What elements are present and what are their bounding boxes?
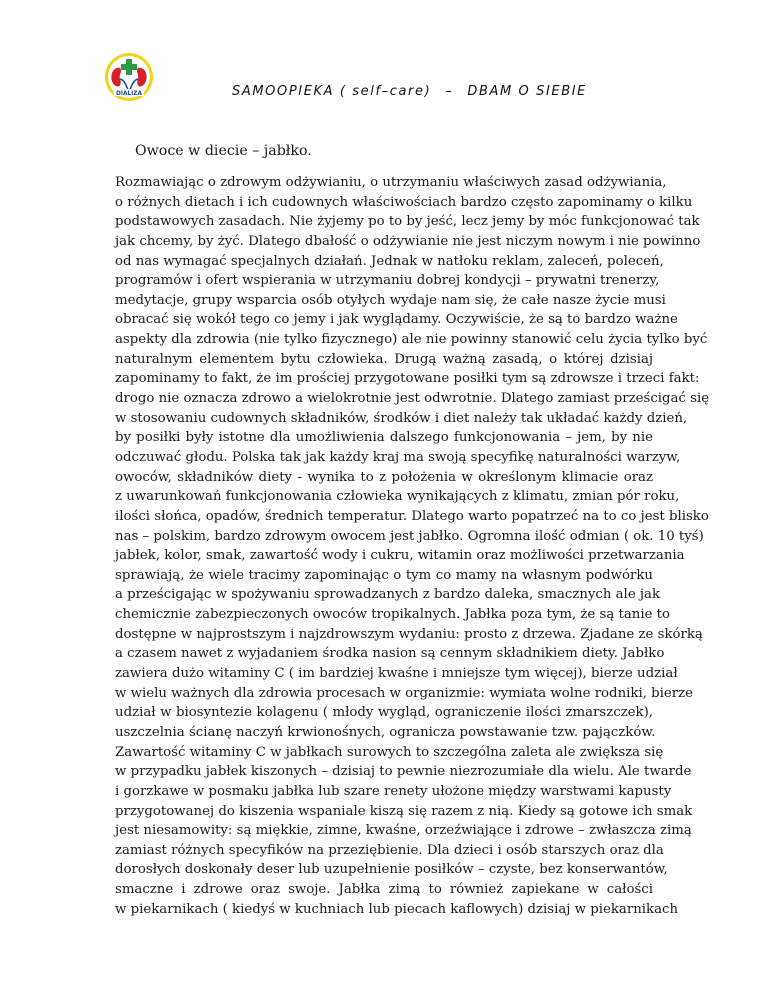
body-line: zamiast różnych specyfików na przeziębienie. Dla dzieci i osób starszych oraz dla	[115, 842, 664, 858]
body-line: a prześcigając w spożywaniu sprowadzanych z bardzo daleka, smacznych ale jak	[115, 587, 661, 603]
body-line: w przypadku jabłek kiszonych – dzisiaj to pewnie niezrozumiałe dla wielu. Ale twarde	[115, 764, 692, 780]
body-line: a czasem nawet z wyjadaniem środka nasion są cennym składnikiem diety. Jabłko	[115, 646, 665, 662]
body-line: jest niesamowity: są miękkie, zimne, kwaśne, orzeźwiające i zdrowe – zwłaszcza zimą	[115, 823, 692, 839]
body-line: nas – polskim, bardzo zdrowym owocem jest jabłko. Ogromna ilość odmian ( ok. 10 tyś)	[115, 528, 704, 544]
body-line: naturalnym elementem bytu człowieka. Drugą ważną zasadą, o której dzisiaj	[115, 351, 653, 367]
page-header-title	[232, 84, 587, 99]
body-line: udział w biosyntezie kolagenu ( młody wygląd, ograniczenie ilości zmarszczek),	[115, 705, 653, 721]
body-line: w wielu ważnych dla zdrowia procesach w organizmie: wymiata wolne rodniki, bierze	[115, 685, 694, 701]
body-line: odczuwać głodu. Polska tak jak każdy kraj ma swoją specyfikę naturalności warzyw,	[115, 449, 681, 465]
body-line: jak chcemy, by żyć. Dlatego dbałość o odżywianie nie jest niczym nowym i nie powinno	[115, 233, 701, 249]
body-line: z uwarunkowań funkcjonowania człowieka wynikających z klimatu, zmian pór roku,	[115, 489, 680, 505]
body-line: sprawiają, że wiele tracimy zapominając o tym co mamy na własnym podwórku	[115, 567, 653, 583]
logo-text: DIALIZA	[116, 90, 142, 97]
body-line: medytacje, grupy wsparcia osób otyłych wydaje nam się, że całe nasze życie musi	[115, 292, 666, 308]
body-line: dostępne w najprostszym i najzdrowszym wydaniu: prosto z drzewa. Zjadane ze skórką	[115, 626, 703, 642]
body-line: smaczne i zdrowe oraz swoje. Jabłka zimą to również zapiekane w całości	[115, 882, 653, 898]
body-line: obracać się wokół tego co jemy i jak wyglądamy. Oczywiście, że są to bardzo ważne	[115, 312, 678, 328]
body-line: o różnych dietach i ich cudownych właściwościach bardzo często zapominamy o kilku	[115, 194, 693, 210]
body-line: jabłek, kolor, smak, zawartość wody i cukru, witamin oraz możliwości przetwarzania	[115, 548, 685, 564]
body-line: zawiera dużo witaminy C ( im bardziej kwaśne i mniejsze tym więcej), bierze udział	[115, 666, 678, 682]
body-line: przygotowanej do kiszenia wspaniale kiszą się razem z nią. Kiedy są gotowe ich smak	[115, 803, 693, 819]
body-line: w stosowaniu cudownych składników, środków i diet należy tak układać każdy dzień,	[115, 410, 688, 426]
body-line: drogo nie oznacza zdrowo a wielokrotnie jest odwrotnie. Dlatego zamiast prześcigać się	[115, 391, 710, 407]
body-line: programów i ofert wspierania w utrzymaniu dobrej kondycji – prywatni trenerzy,	[115, 273, 660, 289]
article-body	[115, 173, 710, 919]
body-line: w piekarnikach ( kiedyś w kuchniach lub piecach kaflowych) dzisiaj w piekarnikach	[115, 901, 679, 917]
body-line: dorosłych doskonały deser lub uzupełnienie posiłków – czyste, bez konserwantów,	[115, 862, 668, 878]
body-line: od nas wymagać specjalnych działań. Jednak w natłoku reklam, zaleceń, poleceń,	[115, 253, 664, 269]
body-line: chemicznie zabezpieczonych owoców tropikalnych. Jabłka poza tym, że są tanie to	[115, 607, 671, 623]
body-line: podstawowych zasadach. Nie żyjemy po to by jeść, lecz jemy by móc funkcjonować tak	[115, 214, 700, 230]
article-subtitle: Owoce w diecie – jabłko.	[135, 143, 312, 159]
body-line: i gorzkawe w posmaku jabłka lub szare renety ułożone między warstwami kapusty	[115, 783, 672, 799]
dializa-logo	[104, 52, 154, 102]
body-line: owoców, składników diety - wynika to z położenia w określonym klimacie oraz	[115, 469, 653, 485]
header-title-left: SAMOOPIEKA ( self–care)	[232, 84, 432, 99]
body-line: by posiłki były istotne dla umożliwienia dalszego funkcjonowania – jem, by nie	[115, 430, 653, 446]
kidney-cross-logo-icon	[104, 52, 154, 102]
header-title-right: DBAM O SIEBIE	[467, 84, 587, 99]
body-line: aspekty dla zdrowia (nie tylko fizycznego) ale nie powinny stanowić celu życia tylko być	[115, 332, 708, 348]
header-title-separator: –	[445, 84, 454, 99]
body-line: uszczelnia ścianę naczyń krwionośnych, ogranicza powstawanie tzw. pajączków.	[115, 724, 656, 740]
body-line: Rozmawiając o zdrowym odżywianiu, o utrzymaniu właściwych zasad odżywiania,	[115, 175, 667, 190]
body-line: Zawartość witaminy C w jabłkach surowych to szczególna zaleta ale zwiększa się	[115, 744, 664, 760]
body-line: ilości słońca, opadów, średnich temperatur. Dlatego warto popatrzeć na to co jest blisko	[115, 508, 709, 524]
body-line: zapominamy to fakt, że im prościej przygotowane posiłki tym są zdrowsze i trzeci fakt:	[115, 371, 700, 387]
